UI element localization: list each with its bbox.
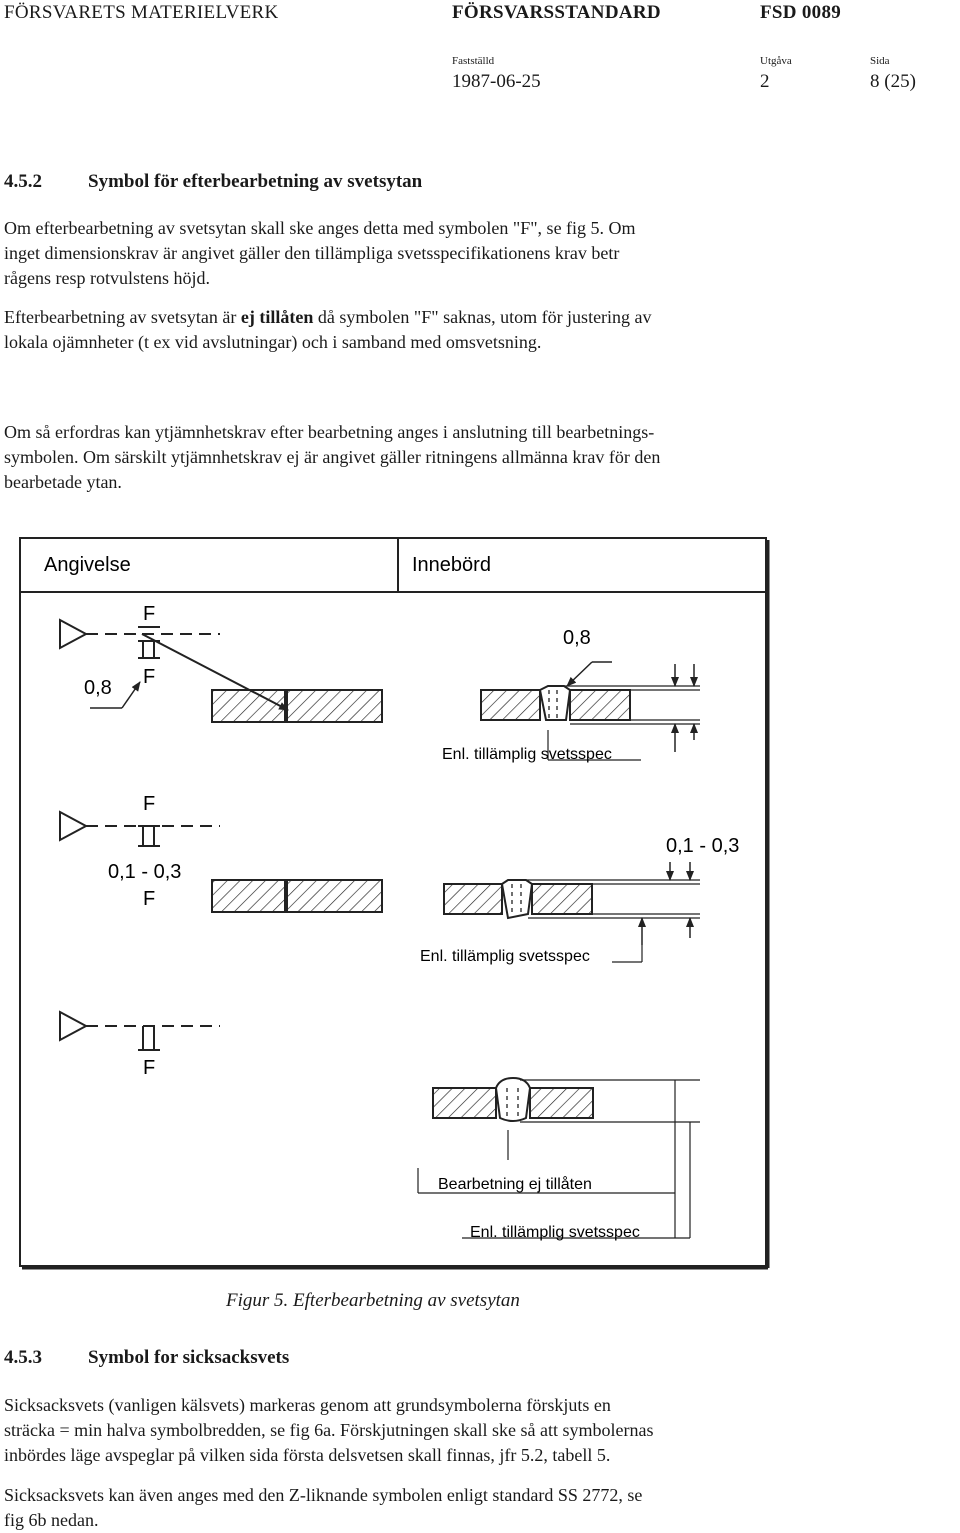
- paragraph-line: inbördes läge avspeglar på vilken sida första delsvetsen skall finnas, jfr 5.2, tabell 5.: [4, 1445, 611, 1465]
- row2-symbol-top-f: F: [143, 793, 156, 815]
- paragraph-line: fig 6b nedan.: [4, 1510, 99, 1530]
- row2-symbol-bottom-f: F: [143, 888, 156, 910]
- paragraph-line: Om så erfordras kan ytjämnhetskrav efter bearbetning anges i anslutning till bearbetnings-: [4, 422, 655, 442]
- row3-note-spec: Enl. tillämplig svetsspec: [470, 1224, 640, 1241]
- paragraph-3: [4, 420, 804, 495]
- column-header-innebord: Innebörd: [412, 554, 491, 576]
- row1-note: Enl. tillämplig svetsspec: [442, 746, 612, 763]
- p2-post: då symbolen "F" saknas, utom för justering av: [313, 307, 652, 327]
- row1-right-value: 0,8: [563, 627, 591, 649]
- row2-symbol: [60, 793, 220, 910]
- figure-frame: [20, 538, 766, 1266]
- header-label-utgava: Utgåva: [760, 55, 792, 67]
- section-number: 4.5.3: [4, 1347, 42, 1368]
- paragraph-line: rågens resp rotvulstens höjd.: [4, 268, 210, 288]
- figure-caption: Figur 5. Efterbearbetning av svetsytan: [226, 1290, 520, 1311]
- row3-symbol-bottom-f: F: [143, 1057, 156, 1079]
- paragraph-2: [4, 305, 804, 355]
- header-label-sida: Sida: [870, 55, 890, 67]
- header-label-faststalld: Fastställd: [452, 55, 495, 67]
- header-value-sida: 8 (25): [870, 71, 916, 92]
- paragraph-line: Om efterbearbetning av svetsytan skall ske anges detta med symbolen "F", se fig 5. Om: [4, 218, 636, 238]
- figure-5: [0, 530, 960, 1275]
- row3-symbol: [60, 1012, 220, 1079]
- row1-symbol-bottom-f: F: [143, 666, 156, 688]
- row2-left-plate: [212, 880, 382, 912]
- section-title: Symbol for sicksacksvets: [88, 1347, 290, 1368]
- paragraph-line: Sicksacksvets (vanligen kälsvets) markeras genom att grundsymbolerna förskjuts en: [4, 1395, 611, 1415]
- paragraph-line: lokala ojämnheter (t ex vid avslutningar) och i samband med omsvetsning.: [4, 332, 542, 352]
- header-value-utgava: 2: [760, 71, 770, 92]
- row1-right-drawing: [442, 627, 700, 763]
- row2-note: Enl. tillämplig svetsspec: [420, 948, 590, 965]
- p2-pre: Efterbearbetning av svetsytan är: [4, 307, 241, 327]
- section-title: Symbol för efterbearbetning av svetsytan: [88, 171, 423, 192]
- paragraph-line: Sicksacksvets kan även anges med den Z-liknande symbolen enligt standard SS 2772, se: [4, 1485, 643, 1505]
- paragraph-line: symbolen. Om särskilt ytjämnhetskrav ej är angivet gäller ritningens allmänna krav för den: [4, 447, 661, 467]
- row2-left-value: 0,1 - 0,3: [108, 861, 182, 883]
- header-doc-id: FSD 0089: [760, 2, 842, 23]
- row2-right-drawing: [420, 835, 739, 965]
- row3-right-drawing: [418, 1078, 700, 1241]
- paragraph-line: inget dimensionskrav är angivet gäller den tillämpliga svetsspecifikationens krav betr: [4, 243, 620, 263]
- paragraph-1: [4, 216, 804, 291]
- header-value-faststalld: 1987-06-25: [452, 71, 541, 92]
- row1-symbol-top-f: F: [143, 603, 156, 625]
- row1-left-plate: [212, 690, 382, 722]
- row3-note-not-allowed: Bearbetning ej tillåten: [438, 1176, 592, 1193]
- row2-right-value: 0,1 - 0,3: [666, 835, 740, 857]
- p2-bold: ej tillåten: [240, 307, 314, 327]
- row1-left-value: 0,8: [84, 677, 112, 699]
- section-number: 4.5.2: [4, 171, 42, 192]
- paragraph-5: [4, 1483, 804, 1533]
- column-header-angivelse: Angivelse: [44, 554, 131, 576]
- paragraph-4: [4, 1393, 804, 1468]
- paragraph-line: bearbetade ytan.: [4, 472, 122, 492]
- header-standard-type: FÖRSVARSSTANDARD: [452, 2, 661, 23]
- header-org: FÖRSVARETS MATERIELVERK: [4, 2, 279, 23]
- paragraph-line: sträcka = min halva symbolbredden, se fig 6a. Förskjutningen skall ske så att symbolernas: [4, 1420, 654, 1440]
